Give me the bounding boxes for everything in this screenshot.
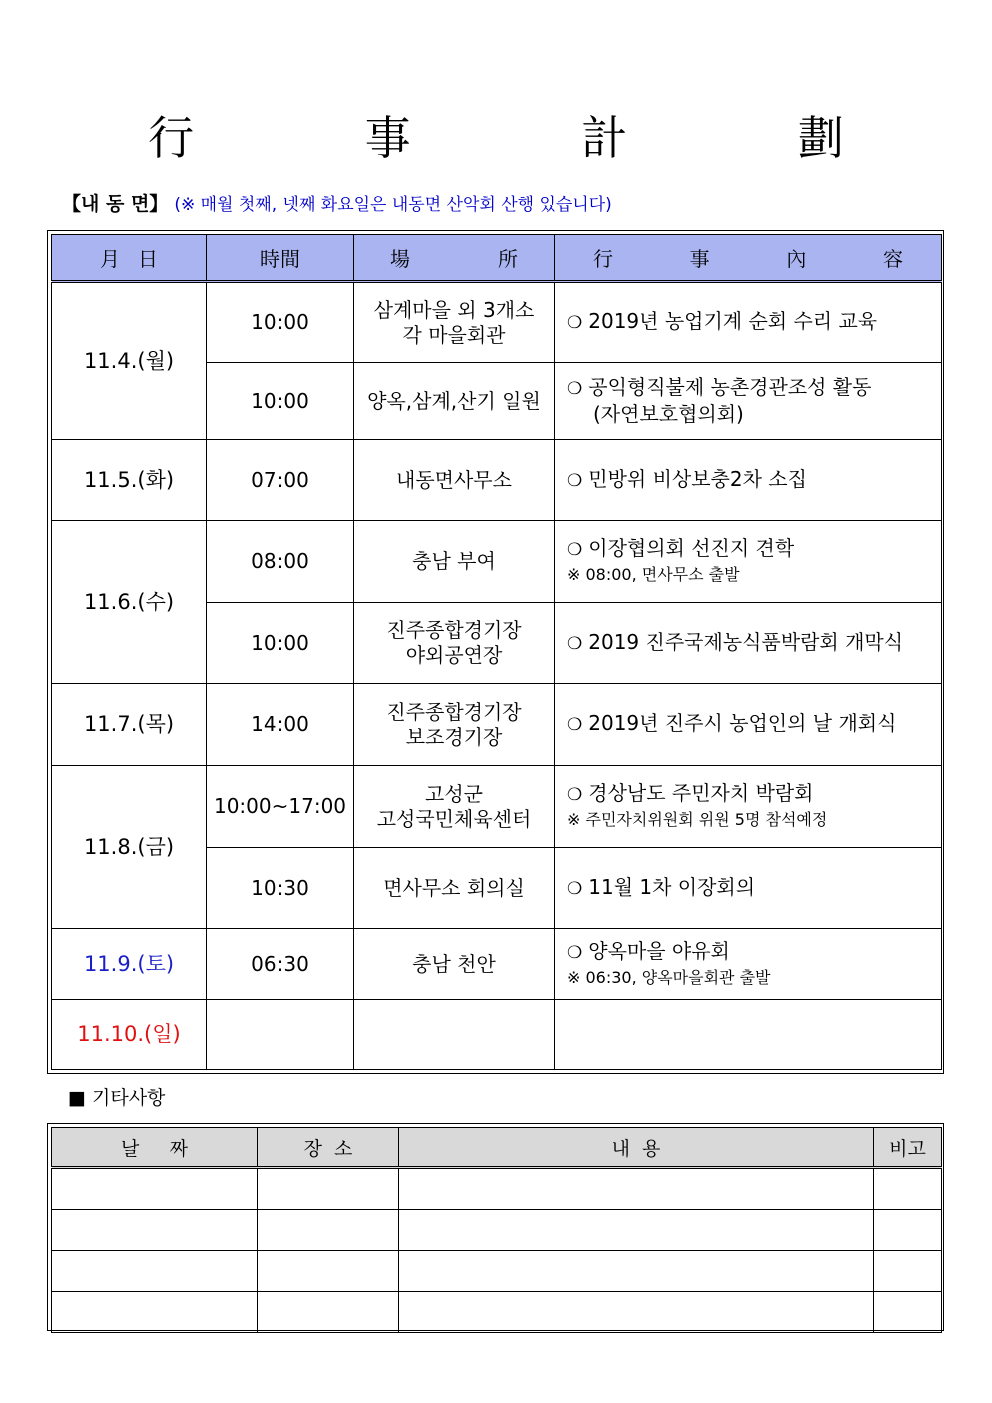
header-date: 月 日: [52, 235, 207, 282]
content-cell: ❍ 2019년 진주시 농업인의 날 개회식: [555, 684, 942, 766]
date-cell-sunday: 11.10.(일): [52, 1000, 207, 1070]
table-row: [52, 929, 942, 1000]
place-cell: 면사무소 회의실: [354, 848, 555, 929]
time-cell: [207, 1000, 354, 1070]
time-cell: 10:00: [207, 282, 354, 363]
table-row: [52, 521, 942, 603]
place-cell: [354, 1000, 555, 1070]
misc-header-date: 날 짜: [52, 1128, 258, 1168]
date-cell: 11.7.(목): [52, 684, 207, 766]
table-row: [52, 440, 942, 521]
misc-section-label: ■ 기타사항: [68, 1087, 166, 1109]
content-cell: ❍ 양옥마을 야유회 ※ 06:30, 양옥마을회관 출발: [555, 929, 942, 1000]
time-cell: 06:30: [207, 929, 354, 1000]
header-time: 時間: [207, 235, 354, 282]
place-cell: 충남 천안: [354, 929, 555, 1000]
content-cell: ❍ 민방위 비상보충2차 소집: [555, 440, 942, 521]
content-cell: ❍ 2019년 농업기계 순회 수리 교육: [555, 282, 942, 363]
time-cell: 07:00: [207, 440, 354, 521]
time-cell: 10:00~17:00: [207, 766, 354, 848]
misc-header-row: [52, 1128, 942, 1168]
date-cell: 11.4.(월): [52, 282, 207, 440]
time-cell: 10:00: [207, 363, 354, 440]
content-cell: ❍ 경상남도 주민자치 박람회 ※ 주민자치위원회 위원 5명 참석예정: [555, 766, 942, 848]
content-cell: ❍ 이장협의회 선진지 견학 ※ 08:00, 면사무소 출발: [555, 521, 942, 603]
date-cell-saturday: 11.9.(토): [52, 929, 207, 1000]
place-cell: 진주종합경기장 보조경기장: [354, 684, 555, 766]
header-content: 行 事 內 容: [555, 235, 942, 282]
date-cell: 11.5.(화): [52, 440, 207, 521]
place-cell: 진주종합경기장 야외공연장: [354, 603, 555, 684]
date-cell: 11.6.(수): [52, 521, 207, 684]
misc-table: [51, 1127, 942, 1333]
schedule-header-row: [52, 235, 942, 282]
time-cell: 08:00: [207, 521, 354, 603]
table-row: [52, 1292, 942, 1333]
table-row: [52, 766, 942, 848]
date-cell: 11.8.(금): [52, 766, 207, 929]
hiking-club-note: (※ 매월 첫째, 넷째 화요일은 내동면 산악회 산행 있습니다): [174, 195, 612, 215]
table-row: [52, 1251, 942, 1292]
table-row: [52, 1210, 942, 1251]
content-cell: ❍ 공익형직불제 농촌경관조성 활동 (자연보호협의회): [555, 363, 942, 440]
time-cell: 14:00: [207, 684, 354, 766]
schedule-table: [51, 234, 942, 1070]
table-row: [52, 684, 942, 766]
place-cell: 고성군 고성국민체육센터: [354, 766, 555, 848]
header-place: 場 所: [354, 235, 555, 282]
content-cell: [555, 1000, 942, 1070]
table-row: [52, 1000, 942, 1070]
department-name: 【내 동 면】: [62, 193, 169, 215]
time-cell: 10:00: [207, 603, 354, 684]
content-cell: ❍ 11월 1차 이장회의: [555, 848, 942, 929]
misc-header-place: 장 소: [258, 1128, 399, 1168]
place-cell: 충남 부여: [354, 521, 555, 603]
time-cell: 10:30: [207, 848, 354, 929]
department-subheading: [62, 190, 612, 219]
misc-header-content: 내 용: [399, 1128, 874, 1168]
content-cell: ❍ 2019 진주국제농식품박람회 개막식: [555, 603, 942, 684]
page-title: 行 事 計 劃: [148, 111, 922, 165]
table-row: [52, 1168, 942, 1210]
place-cell: 내동면사무소: [354, 440, 555, 521]
place-cell: 삼계마을 외 3개소 각 마을회관: [354, 282, 555, 363]
table-row: [52, 282, 942, 363]
misc-header-note: 비고: [874, 1128, 942, 1168]
place-cell: 양옥,삼계,산기 일원: [354, 363, 555, 440]
